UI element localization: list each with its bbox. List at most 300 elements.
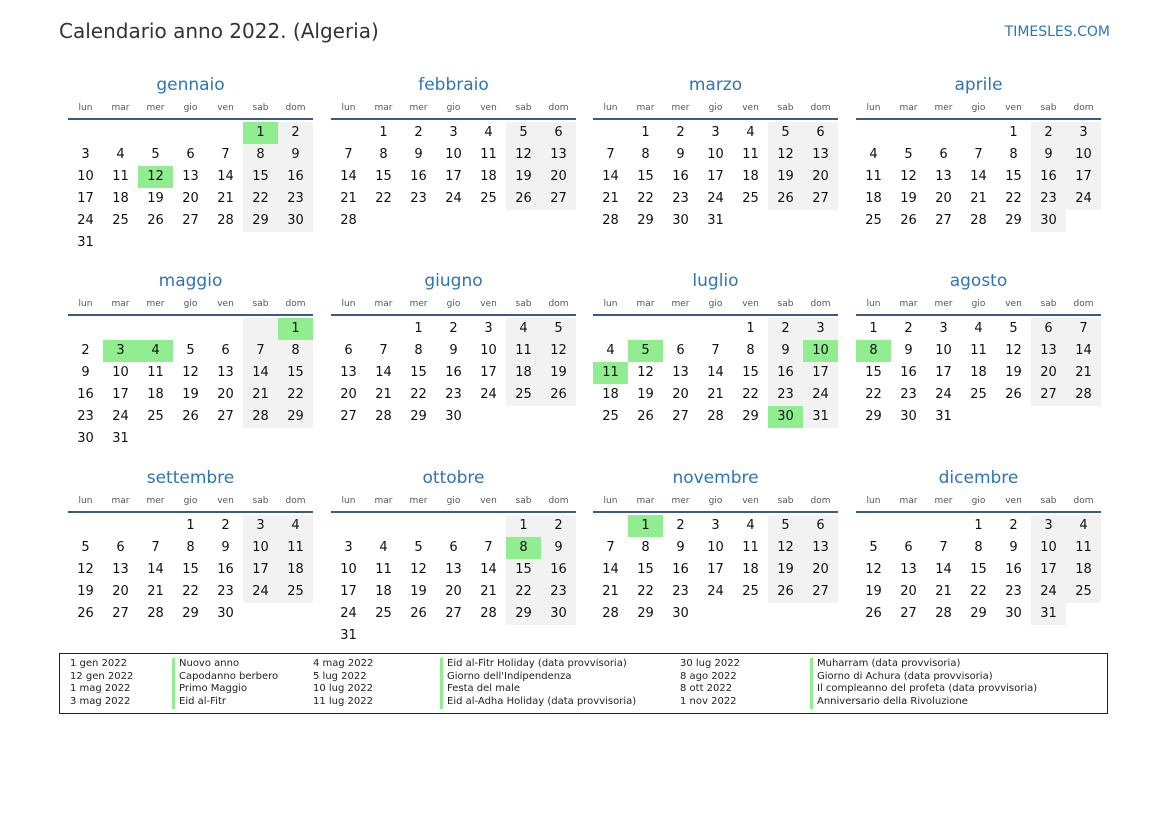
day-cell[interactable]: 29 <box>865 409 882 424</box>
day-cell[interactable]: 8 <box>278 340 313 362</box>
day-cell[interactable]: 13 <box>900 562 917 577</box>
day-cell[interactable]: 23 <box>77 409 94 424</box>
day-cell[interactable]: 12 <box>541 340 576 362</box>
day-cell[interactable]: 8 <box>186 540 195 555</box>
day-cell[interactable]: 16 <box>900 365 917 380</box>
day-cell[interactable]: 27 <box>340 409 357 424</box>
day-cell[interactable]: 11 <box>865 169 882 184</box>
day-cell[interactable]: 28 <box>340 213 357 228</box>
day-cell[interactable]: 16 <box>445 365 462 380</box>
day-cell[interactable]: 11 <box>375 562 392 577</box>
day-cell[interactable]: 4 <box>379 540 388 555</box>
day-cell[interactable]: 28 <box>147 606 164 621</box>
day-cell[interactable]: 21 <box>243 384 278 406</box>
day-cell[interactable]: 10 <box>935 343 952 358</box>
holiday-day-cell[interactable]: 11 <box>593 362 628 384</box>
day-cell[interactable]: 21 <box>217 191 234 206</box>
day-cell[interactable]: 14 <box>340 169 357 184</box>
day-cell[interactable]: 3 <box>484 321 493 336</box>
day-cell[interactable]: 4 <box>278 515 313 537</box>
day-cell[interactable]: 8 <box>414 343 423 358</box>
day-cell[interactable]: 19 <box>147 191 164 206</box>
day-cell[interactable]: 2 <box>221 518 230 533</box>
day-cell[interactable]: 18 <box>1066 559 1101 581</box>
day-cell[interactable]: 10 <box>1031 537 1066 559</box>
day-cell[interactable]: 21 <box>480 584 497 599</box>
day-cell[interactable]: 3 <box>711 518 720 533</box>
day-cell[interactable]: 26 <box>182 409 199 424</box>
day-cell[interactable]: 28 <box>217 213 234 228</box>
day-cell[interactable]: 12 <box>768 144 803 166</box>
day-cell[interactable]: 18 <box>375 584 392 599</box>
day-cell[interactable]: 12 <box>1005 343 1022 358</box>
day-cell[interactable]: 29 <box>278 406 313 428</box>
day-cell[interactable]: 24 <box>340 606 357 621</box>
day-cell[interactable]: 27 <box>935 213 952 228</box>
day-cell[interactable]: 30 <box>445 409 462 424</box>
day-cell[interactable]: 19 <box>768 166 803 188</box>
day-cell[interactable]: 9 <box>904 343 913 358</box>
day-cell[interactable]: 21 <box>340 191 357 206</box>
day-cell[interactable]: 17 <box>243 559 278 581</box>
holiday-day-cell[interactable]: 10 <box>803 340 838 362</box>
day-cell[interactable]: 1 <box>414 321 423 336</box>
day-cell[interactable]: 19 <box>637 387 654 402</box>
day-cell[interactable]: 20 <box>803 166 838 188</box>
day-cell[interactable]: 12 <box>182 365 199 380</box>
day-cell[interactable]: 18 <box>970 365 987 380</box>
day-cell[interactable]: 22 <box>506 581 541 603</box>
day-cell[interactable]: 6 <box>1031 318 1066 340</box>
day-cell[interactable]: 18 <box>742 562 759 577</box>
day-cell[interactable]: 25 <box>1066 581 1101 603</box>
day-cell[interactable]: 18 <box>147 387 164 402</box>
day-cell[interactable]: 14 <box>243 362 278 384</box>
day-cell[interactable]: 28 <box>707 409 724 424</box>
day-cell[interactable]: 6 <box>344 343 353 358</box>
day-cell[interactable]: 2 <box>676 518 685 533</box>
day-cell[interactable]: 9 <box>221 540 230 555</box>
day-cell[interactable]: 19 <box>410 584 427 599</box>
day-cell[interactable]: 2 <box>81 343 90 358</box>
day-cell[interactable]: 13 <box>1031 340 1066 362</box>
day-cell[interactable]: 21 <box>935 584 952 599</box>
day-cell[interactable]: 26 <box>147 213 164 228</box>
day-cell[interactable]: 7 <box>379 343 388 358</box>
day-cell[interactable]: 13 <box>541 144 576 166</box>
day-cell[interactable]: 11 <box>112 169 129 184</box>
day-cell[interactable]: 7 <box>221 147 230 162</box>
day-cell[interactable]: 1 <box>746 321 755 336</box>
day-cell[interactable]: 23 <box>900 387 917 402</box>
day-cell[interactable]: 11 <box>742 540 759 555</box>
day-cell[interactable]: 22 <box>182 584 199 599</box>
day-cell[interactable]: 7 <box>243 340 278 362</box>
day-cell[interactable]: 21 <box>375 387 392 402</box>
day-cell[interactable]: 5 <box>869 540 878 555</box>
day-cell[interactable]: 11 <box>1066 537 1101 559</box>
day-cell[interactable]: 27 <box>900 606 917 621</box>
holiday-day-cell[interactable]: 8 <box>856 340 891 362</box>
day-cell[interactable]: 29 <box>970 606 987 621</box>
day-cell[interactable]: 24 <box>1031 581 1066 603</box>
day-cell[interactable]: 22 <box>278 384 313 406</box>
day-cell[interactable]: 15 <box>970 562 987 577</box>
day-cell[interactable]: 15 <box>637 562 654 577</box>
day-cell[interactable]: 10 <box>112 365 129 380</box>
day-cell[interactable]: 1 <box>506 515 541 537</box>
day-cell[interactable]: 15 <box>742 365 759 380</box>
day-cell[interactable]: 23 <box>278 188 313 210</box>
day-cell[interactable]: 3 <box>711 125 720 140</box>
day-cell[interactable]: 30 <box>217 606 234 621</box>
day-cell[interactable]: 20 <box>1031 362 1066 384</box>
day-cell[interactable]: 13 <box>112 562 129 577</box>
day-cell[interactable]: 4 <box>1066 515 1101 537</box>
day-cell[interactable]: 21 <box>602 584 619 599</box>
day-cell[interactable]: 13 <box>217 365 234 380</box>
day-cell[interactable]: 22 <box>1005 191 1022 206</box>
day-cell[interactable]: 24 <box>707 584 724 599</box>
day-cell[interactable]: 27 <box>803 188 838 210</box>
day-cell[interactable]: 21 <box>147 584 164 599</box>
day-cell[interactable]: 11 <box>742 147 759 162</box>
day-cell[interactable]: 27 <box>182 213 199 228</box>
day-cell[interactable]: 2 <box>904 321 913 336</box>
day-cell[interactable]: 25 <box>375 606 392 621</box>
day-cell[interactable]: 13 <box>340 365 357 380</box>
day-cell[interactable]: 1 <box>186 518 195 533</box>
day-cell[interactable]: 19 <box>768 559 803 581</box>
day-cell[interactable]: 10 <box>77 169 94 184</box>
day-cell[interactable]: 5 <box>151 147 160 162</box>
day-cell[interactable]: 2 <box>449 321 458 336</box>
day-cell[interactable]: 4 <box>484 125 493 140</box>
day-cell[interactable]: 1 <box>974 518 983 533</box>
holiday-day-cell[interactable]: 1 <box>243 122 278 144</box>
day-cell[interactable]: 14 <box>1066 340 1101 362</box>
day-cell[interactable]: 27 <box>1031 384 1066 406</box>
day-cell[interactable]: 2 <box>414 125 423 140</box>
day-cell[interactable]: 27 <box>217 409 234 424</box>
day-cell[interactable]: 15 <box>278 362 313 384</box>
day-cell[interactable]: 25 <box>970 387 987 402</box>
day-cell[interactable]: 6 <box>939 147 948 162</box>
day-cell[interactable]: 16 <box>541 559 576 581</box>
day-cell[interactable]: 22 <box>970 584 987 599</box>
day-cell[interactable]: 24 <box>445 191 462 206</box>
day-cell[interactable]: 24 <box>803 384 838 406</box>
day-cell[interactable]: 27 <box>803 581 838 603</box>
day-cell[interactable]: 25 <box>506 384 541 406</box>
day-cell[interactable]: 1 <box>1009 125 1018 140</box>
day-cell[interactable]: 17 <box>445 169 462 184</box>
day-cell[interactable]: 12 <box>506 144 541 166</box>
day-cell[interactable]: 23 <box>1005 584 1022 599</box>
day-cell[interactable]: 5 <box>904 147 913 162</box>
day-cell[interactable]: 16 <box>672 562 689 577</box>
day-cell[interactable]: 19 <box>506 166 541 188</box>
day-cell[interactable]: 20 <box>112 584 129 599</box>
day-cell[interactable]: 3 <box>939 321 948 336</box>
day-cell[interactable]: 24 <box>243 581 278 603</box>
day-cell[interactable]: 20 <box>803 559 838 581</box>
day-cell[interactable]: 21 <box>970 191 987 206</box>
day-cell[interactable]: 27 <box>672 409 689 424</box>
day-cell[interactable]: 10 <box>1066 144 1101 166</box>
day-cell[interactable]: 17 <box>707 169 724 184</box>
day-cell[interactable]: 13 <box>803 537 838 559</box>
day-cell[interactable]: 18 <box>865 191 882 206</box>
day-cell[interactable]: 28 <box>935 606 952 621</box>
holiday-day-cell[interactable]: 1 <box>278 318 313 340</box>
day-cell[interactable]: 8 <box>641 540 650 555</box>
day-cell[interactable]: 26 <box>900 213 917 228</box>
day-cell[interactable]: 17 <box>480 365 497 380</box>
day-cell[interactable]: 16 <box>278 166 313 188</box>
day-cell[interactable]: 7 <box>1066 318 1101 340</box>
day-cell[interactable]: 6 <box>116 540 125 555</box>
day-cell[interactable]: 30 <box>278 210 313 232</box>
day-cell[interactable]: 18 <box>480 169 497 184</box>
day-cell[interactable]: 14 <box>375 365 392 380</box>
day-cell[interactable]: 24 <box>1066 188 1101 210</box>
holiday-day-cell[interactable]: 1 <box>628 515 663 537</box>
day-cell[interactable]: 10 <box>243 537 278 559</box>
day-cell[interactable]: 3 <box>344 540 353 555</box>
day-cell[interactable]: 21 <box>602 191 619 206</box>
day-cell[interactable]: 4 <box>606 343 615 358</box>
day-cell[interactable]: 23 <box>410 191 427 206</box>
day-cell[interactable]: 25 <box>112 213 129 228</box>
holiday-day-cell[interactable]: 8 <box>506 537 541 559</box>
day-cell[interactable]: 24 <box>112 409 129 424</box>
day-cell[interactable]: 29 <box>1005 213 1022 228</box>
day-cell[interactable]: 28 <box>480 606 497 621</box>
day-cell[interactable]: 14 <box>970 169 987 184</box>
day-cell[interactable]: 9 <box>414 147 423 162</box>
day-cell[interactable]: 20 <box>900 584 917 599</box>
day-cell[interactable]: 3 <box>449 125 458 140</box>
day-cell[interactable]: 20 <box>340 387 357 402</box>
day-cell[interactable]: 9 <box>676 147 685 162</box>
day-cell[interactable]: 20 <box>672 387 689 402</box>
day-cell[interactable]: 16 <box>768 362 803 384</box>
day-cell[interactable]: 16 <box>77 387 94 402</box>
day-cell[interactable]: 23 <box>1031 188 1066 210</box>
day-cell[interactable]: 8 <box>1009 147 1018 162</box>
day-cell[interactable]: 17 <box>340 584 357 599</box>
day-cell[interactable]: 22 <box>865 387 882 402</box>
day-cell[interactable]: 29 <box>410 409 427 424</box>
day-cell[interactable]: 14 <box>217 169 234 184</box>
day-cell[interactable]: 13 <box>803 144 838 166</box>
day-cell[interactable]: 9 <box>768 340 803 362</box>
day-cell[interactable]: 18 <box>278 559 313 581</box>
day-cell[interactable]: 30 <box>1005 606 1022 621</box>
day-cell[interactable]: 4 <box>746 518 755 533</box>
day-cell[interactable]: 31 <box>340 628 357 643</box>
day-cell[interactable]: 18 <box>602 387 619 402</box>
day-cell[interactable]: 9 <box>278 144 313 166</box>
day-cell[interactable]: 5 <box>1009 321 1018 336</box>
day-cell[interactable]: 19 <box>182 387 199 402</box>
day-cell[interactable]: 4 <box>746 125 755 140</box>
day-cell[interactable]: 6 <box>449 540 458 555</box>
day-cell[interactable]: 13 <box>672 365 689 380</box>
brand-link[interactable]: TIMESLES.COM <box>1004 24 1110 40</box>
day-cell[interactable]: 7 <box>974 147 983 162</box>
day-cell[interactable]: 4 <box>974 321 983 336</box>
day-cell[interactable]: 29 <box>637 606 654 621</box>
day-cell[interactable]: 20 <box>935 191 952 206</box>
day-cell[interactable]: 6 <box>676 343 685 358</box>
day-cell[interactable]: 17 <box>1066 166 1101 188</box>
day-cell[interactable]: 31 <box>707 213 724 228</box>
day-cell[interactable]: 23 <box>217 584 234 599</box>
holiday-day-cell[interactable]: 12 <box>138 166 173 188</box>
day-cell[interactable]: 6 <box>541 122 576 144</box>
day-cell[interactable]: 7 <box>606 147 615 162</box>
day-cell[interactable]: 12 <box>900 169 917 184</box>
day-cell[interactable]: 13 <box>182 169 199 184</box>
day-cell[interactable]: 20 <box>541 166 576 188</box>
day-cell[interactable]: 2 <box>541 515 576 537</box>
day-cell[interactable]: 3 <box>81 147 90 162</box>
day-cell[interactable]: 3 <box>1066 122 1101 144</box>
day-cell[interactable]: 6 <box>221 343 230 358</box>
day-cell[interactable]: 3 <box>803 318 838 340</box>
day-cell[interactable]: 19 <box>865 584 882 599</box>
day-cell[interactable]: 27 <box>541 188 576 210</box>
day-cell[interactable]: 25 <box>742 584 759 599</box>
day-cell[interactable]: 14 <box>707 365 724 380</box>
day-cell[interactable]: 25 <box>480 191 497 206</box>
day-cell[interactable]: 14 <box>602 562 619 577</box>
day-cell[interactable]: 23 <box>768 384 803 406</box>
day-cell[interactable]: 16 <box>1005 562 1022 577</box>
day-cell[interactable]: 26 <box>506 188 541 210</box>
day-cell[interactable]: 26 <box>541 384 576 406</box>
day-cell[interactable]: 23 <box>445 387 462 402</box>
day-cell[interactable]: 26 <box>768 581 803 603</box>
day-cell[interactable]: 16 <box>217 562 234 577</box>
day-cell[interactable]: 8 <box>746 343 755 358</box>
day-cell[interactable]: 15 <box>637 169 654 184</box>
day-cell[interactable]: 15 <box>865 365 882 380</box>
day-cell[interactable]: 27 <box>112 606 129 621</box>
day-cell[interactable]: 28 <box>970 213 987 228</box>
day-cell[interactable]: 12 <box>77 562 94 577</box>
day-cell[interactable]: 29 <box>243 210 278 232</box>
day-cell[interactable]: 15 <box>182 562 199 577</box>
day-cell[interactable]: 7 <box>711 343 720 358</box>
day-cell[interactable]: 9 <box>541 537 576 559</box>
day-cell[interactable]: 3 <box>243 515 278 537</box>
day-cell[interactable]: 30 <box>672 606 689 621</box>
day-cell[interactable]: 18 <box>506 362 541 384</box>
day-cell[interactable]: 17 <box>112 387 129 402</box>
day-cell[interactable]: 22 <box>637 191 654 206</box>
day-cell[interactable]: 19 <box>541 362 576 384</box>
day-cell[interactable]: 4 <box>506 318 541 340</box>
holiday-day-cell[interactable]: 30 <box>768 406 803 428</box>
day-cell[interactable]: 16 <box>672 169 689 184</box>
day-cell[interactable]: 17 <box>1031 559 1066 581</box>
day-cell[interactable]: 15 <box>243 166 278 188</box>
day-cell[interactable]: 9 <box>676 540 685 555</box>
day-cell[interactable]: 20 <box>182 191 199 206</box>
day-cell[interactable]: 1 <box>869 321 878 336</box>
day-cell[interactable]: 22 <box>637 584 654 599</box>
day-cell[interactable]: 2 <box>676 125 685 140</box>
day-cell[interactable]: 7 <box>151 540 160 555</box>
day-cell[interactable]: 21 <box>1066 362 1101 384</box>
day-cell[interactable]: 19 <box>77 584 94 599</box>
day-cell[interactable]: 2 <box>1009 518 1018 533</box>
day-cell[interactable]: 30 <box>1031 210 1066 232</box>
day-cell[interactable]: 12 <box>768 537 803 559</box>
day-cell[interactable]: 24 <box>77 213 94 228</box>
day-cell[interactable]: 7 <box>939 540 948 555</box>
day-cell[interactable]: 6 <box>803 515 838 537</box>
day-cell[interactable]: 2 <box>1031 122 1066 144</box>
day-cell[interactable]: 16 <box>1031 166 1066 188</box>
day-cell[interactable]: 22 <box>410 387 427 402</box>
day-cell[interactable]: 30 <box>672 213 689 228</box>
day-cell[interactable]: 28 <box>243 406 278 428</box>
day-cell[interactable]: 8 <box>641 147 650 162</box>
day-cell[interactable]: 5 <box>768 515 803 537</box>
day-cell[interactable]: 25 <box>278 581 313 603</box>
day-cell[interactable]: 5 <box>414 540 423 555</box>
day-cell[interactable]: 17 <box>77 191 94 206</box>
day-cell[interactable]: 13 <box>935 169 952 184</box>
day-cell[interactable]: 1 <box>379 125 388 140</box>
day-cell[interactable]: 19 <box>1005 365 1022 380</box>
day-cell[interactable]: 7 <box>484 540 493 555</box>
day-cell[interactable]: 17 <box>803 362 838 384</box>
day-cell[interactable]: 11 <box>480 147 497 162</box>
day-cell[interactable]: 14 <box>602 169 619 184</box>
day-cell[interactable]: 1 <box>641 125 650 140</box>
day-cell[interactable]: 11 <box>506 340 541 362</box>
day-cell[interactable]: 23 <box>672 191 689 206</box>
day-cell[interactable]: 30 <box>541 603 576 625</box>
day-cell[interactable]: 24 <box>707 191 724 206</box>
day-cell[interactable]: 9 <box>1009 540 1018 555</box>
day-cell[interactable]: 6 <box>904 540 913 555</box>
day-cell[interactable]: 15 <box>506 559 541 581</box>
day-cell[interactable]: 28 <box>602 213 619 228</box>
day-cell[interactable]: 8 <box>379 147 388 162</box>
day-cell[interactable]: 9 <box>449 343 458 358</box>
day-cell[interactable]: 14 <box>480 562 497 577</box>
day-cell[interactable]: 28 <box>375 409 392 424</box>
day-cell[interactable]: 14 <box>935 562 952 577</box>
day-cell[interactable]: 26 <box>77 606 94 621</box>
day-cell[interactable]: 30 <box>900 409 917 424</box>
day-cell[interactable]: 18 <box>742 169 759 184</box>
day-cell[interactable]: 26 <box>410 606 427 621</box>
day-cell[interactable]: 16 <box>410 169 427 184</box>
day-cell[interactable]: 25 <box>865 213 882 228</box>
day-cell[interactable]: 10 <box>480 343 497 358</box>
day-cell[interactable]: 7 <box>606 540 615 555</box>
day-cell[interactable]: 30 <box>77 431 94 446</box>
day-cell[interactable]: 15 <box>410 365 427 380</box>
day-cell[interactable]: 5 <box>186 343 195 358</box>
